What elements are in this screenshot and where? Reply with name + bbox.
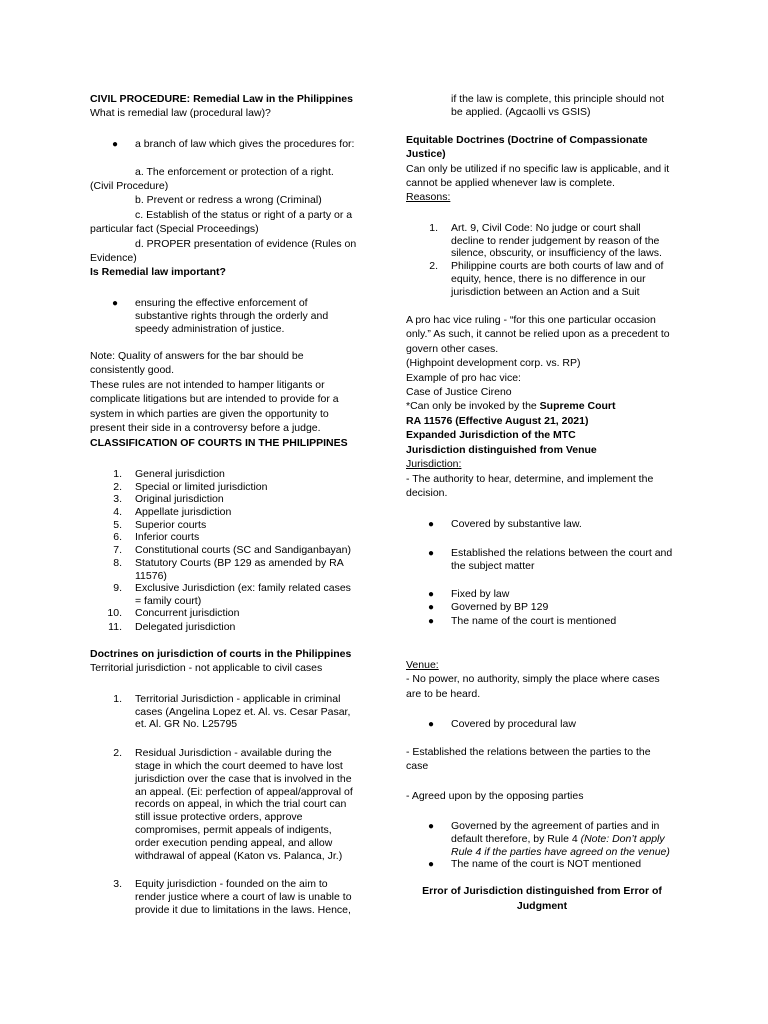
section-heading: Justice) (406, 148, 446, 160)
paragraph-text: only.” As such, it cannot be relied upon as a precedent to (406, 328, 670, 340)
venue-label: Venue: (406, 659, 439, 671)
list-item-cont: records on appeal, in which the trial court can (135, 798, 347, 810)
list-number: 3. (113, 493, 122, 505)
bullet-icon: ● (428, 821, 435, 832)
section-heading: Judgment (516, 900, 568, 912)
bullet-icon: ● (428, 548, 435, 559)
reasons-label: Reasons: (406, 191, 451, 203)
list-number: 1. (113, 693, 122, 705)
list-item: Residual Jurisdiction - available during the (135, 747, 332, 759)
list-item-d-cont: Evidence) (90, 252, 137, 264)
note-text: complicate litigations but are intended to provide for a (90, 393, 339, 405)
note-text: These rules are not intended to hamper litigants or (90, 379, 325, 391)
paragraph-text: - Agreed upon by the opposing parties (406, 790, 584, 802)
paragraph-text: Example of pro hac vice: (406, 372, 521, 384)
list-item-cont: silence, obscurity, or insufficiency of the laws. (451, 247, 662, 259)
list-item: Original jurisdiction (135, 493, 224, 505)
list-item-b: b. Prevent or redress a wrong (Criminal) (135, 194, 322, 206)
bullet-text-plain: default therefore, by Rule 4 (451, 833, 581, 845)
bullet-text: the subject matter (451, 560, 535, 572)
list-item: Philippine courts are both courts of law and of (451, 260, 664, 272)
paragraph-text: case (406, 760, 429, 772)
paragraph-text: - The authority to hear, determine, and implement the (406, 473, 654, 485)
bullet-icon: ● (428, 719, 435, 730)
bullet-icon: ● (112, 139, 119, 150)
continued-text: if the law is complete, this principle should not (451, 93, 665, 105)
list-item-cont: et. Al. GR No. L25795 (135, 718, 238, 730)
list-item-c-cont: particular fact (Special Proceedings) (90, 223, 259, 235)
bullet-icon: ● (428, 602, 435, 613)
list-item: Statutory Courts (BP 129 as amended by RA (135, 557, 344, 569)
list-number: 8. (113, 557, 122, 569)
bullet-text-italic: Rule 4 if the parties have agreed on the venue) (451, 846, 670, 858)
paragraph-text: decision. (406, 487, 448, 499)
list-number: 7. (113, 544, 122, 556)
section-heading: Jurisdiction distinguished from Venue (406, 444, 597, 456)
list-number: 1. (429, 222, 438, 234)
bullet-text-italic: (Note: Don’t apply (580, 833, 665, 845)
list-item-d: d. PROPER presentation of evidence (Rules on (135, 238, 357, 250)
list-item-cont: equity, hence, there is no difference in our (451, 273, 646, 285)
list-number: 2. (429, 260, 438, 272)
continued-text: be applied. (Agcaolli vs GSIS) (451, 106, 591, 118)
list-item: Special or limited jurisdiction (135, 481, 268, 493)
list-item-cont: stage in which the court deemed to have lost (135, 760, 343, 772)
list-item: Territorial Jurisdiction - applicable in criminal (135, 693, 341, 705)
list-item: Equity jurisdiction - founded on the aim to (135, 878, 328, 890)
note-text: Note: Quality of answers for the bar should be (90, 350, 304, 362)
bullet-icon: ● (428, 589, 435, 600)
list-number: 4. (113, 506, 122, 518)
list-item: Concurrent jurisdiction (135, 607, 240, 619)
paragraph-text: govern other cases. (406, 343, 499, 355)
list-item-cont: = family court) (135, 595, 202, 607)
list-item-cont: still issue protective orders, approve (135, 811, 303, 823)
bullet-icon: ● (428, 859, 435, 870)
list-item-cont: jurisdiction between an Action and a Suit (451, 286, 640, 298)
paragraph-text: Territorial jurisdiction - not applicable to civil cases (90, 662, 323, 674)
bullet-text: Governed by the agreement of parties and in (451, 820, 660, 832)
list-item-a: a. The enforcement or protection of a right. (135, 166, 334, 178)
note-text: consistently good. (90, 364, 175, 376)
section-heading: Is Remedial law important? (90, 266, 226, 278)
bullet-text: The name of the court is NOT mentioned (451, 858, 642, 870)
list-item-cont: an appeal. (Ei: perfection of appeal/approval of (135, 786, 353, 798)
list-item: Exclusive Jurisdiction (ex: family related cases (135, 582, 351, 594)
section-heading: Error of Jurisdiction distinguished from Error of (422, 885, 662, 897)
list-number: 6. (113, 531, 122, 543)
list-number: 1. (113, 468, 122, 480)
paragraph-text: Can only be utilized if no specific law is applicable, and it (406, 163, 670, 175)
section-heading: Expanded Jurisdiction of the MTC (406, 429, 576, 441)
bullet-text: a branch of law which gives the procedures for: (135, 138, 355, 150)
bullet-text (451, 833, 665, 846)
list-number: 3. (113, 878, 122, 890)
list-item-cont: decline to render judgement by reason of the (451, 235, 660, 247)
bullet-icon: ● (428, 616, 435, 627)
bullet-text: The name of the court is mentioned (451, 615, 617, 627)
bullet-text: Fixed by law (451, 588, 510, 600)
list-item-cont: withdrawal of appeal (Katon vs. Palanca, Jr.) (135, 850, 343, 862)
list-number: 2. (113, 747, 122, 759)
bullet-icon: ● (112, 298, 119, 309)
document-title: CIVIL PROCEDURE: Remedial Law in the Philippines (90, 93, 353, 105)
question-text: What is remedial law (procedural law)? (90, 107, 271, 119)
bullet-icon: ● (428, 519, 435, 530)
paragraph-text: (Highpoint development corp. vs. RP) (406, 357, 581, 369)
note-text: system in which parties are given the opportunity to (90, 408, 329, 420)
section-heading: CLASSIFICATION OF COURTS IN THE PHILIPPINES (90, 437, 348, 449)
list-item-cont: cases (Angelina Lopez et. Al. vs. Cesar Pasar, (135, 706, 351, 718)
list-item-cont: compromises, permit appeals of indigents, (135, 824, 332, 836)
list-item: General jurisdiction (135, 468, 225, 480)
section-heading: RA 11576 (Effective August 21, 2021) (406, 415, 589, 427)
bullet-text: Covered by substantive law. (451, 518, 582, 530)
list-item: Delegated jurisdiction (135, 621, 236, 633)
bullet-text: Governed by BP 129 (451, 601, 549, 613)
bullet-text: substantive rights through the orderly and (135, 310, 329, 322)
section-heading: Doctrines on jurisdiction of courts in the Philippines (90, 648, 352, 660)
list-item-cont: order execution pending appeal, and allow (135, 837, 333, 849)
list-item-cont: jurisdiction over the case that is involved in the (135, 773, 352, 785)
list-number: 11. (108, 621, 122, 633)
note-text: present their side in a controversy before a judge. (90, 422, 321, 434)
invoke-prefix: *Can only be invoked by the (406, 400, 540, 412)
paragraph-text: - No power, no authority, simply the place where cases (406, 673, 660, 685)
bullet-text: Established the relations between the court and (451, 547, 673, 559)
paragraph-text: Case of Justice Cireno (406, 386, 512, 398)
list-number: 10. (107, 607, 122, 619)
section-heading: Equitable Doctrines (Doctrine of Compassionate (406, 134, 648, 146)
paragraph-text: - Established the relations between the parties to the (406, 746, 651, 758)
invoke-line (406, 400, 616, 413)
list-number: 9. (113, 582, 122, 594)
paragraph-text: are to be heard. (406, 688, 481, 700)
list-number: 5. (113, 519, 122, 531)
jurisdiction-label: Jurisdiction: (406, 458, 462, 470)
bullet-text: Covered by procedural law (451, 718, 576, 730)
list-item: Constitutional courts (SC and Sandiganbayan) (135, 544, 351, 556)
list-item-cont: provide it due to limitations in the laws. Hence, (135, 904, 351, 916)
list-number: 2. (113, 481, 122, 493)
bullet-text: ensuring the effective enforcement of (135, 297, 308, 309)
paragraph-text: cannot be applied whenever law is complete. (406, 177, 615, 189)
list-item-c: c. Establish of the status or right of a party or a (135, 209, 353, 221)
bullet-text: speedy administration of justice. (135, 323, 285, 335)
list-item: Art. 9, Civil Code: No judge or court shall (451, 222, 641, 234)
list-item: Appellate jurisdiction (135, 506, 232, 518)
paragraph-text: A pro hac vice ruling - “for this one particular occasion (406, 314, 656, 326)
list-item: Inferior courts (135, 531, 200, 543)
list-item-cont: 11576) (135, 570, 167, 582)
list-item-a-cont: (Civil Procedure) (90, 180, 169, 192)
list-item-cont: render justice where a court of law is unable to (135, 891, 352, 903)
invoke-bold: Supreme Court (539, 400, 616, 412)
list-item: Superior courts (135, 519, 207, 531)
